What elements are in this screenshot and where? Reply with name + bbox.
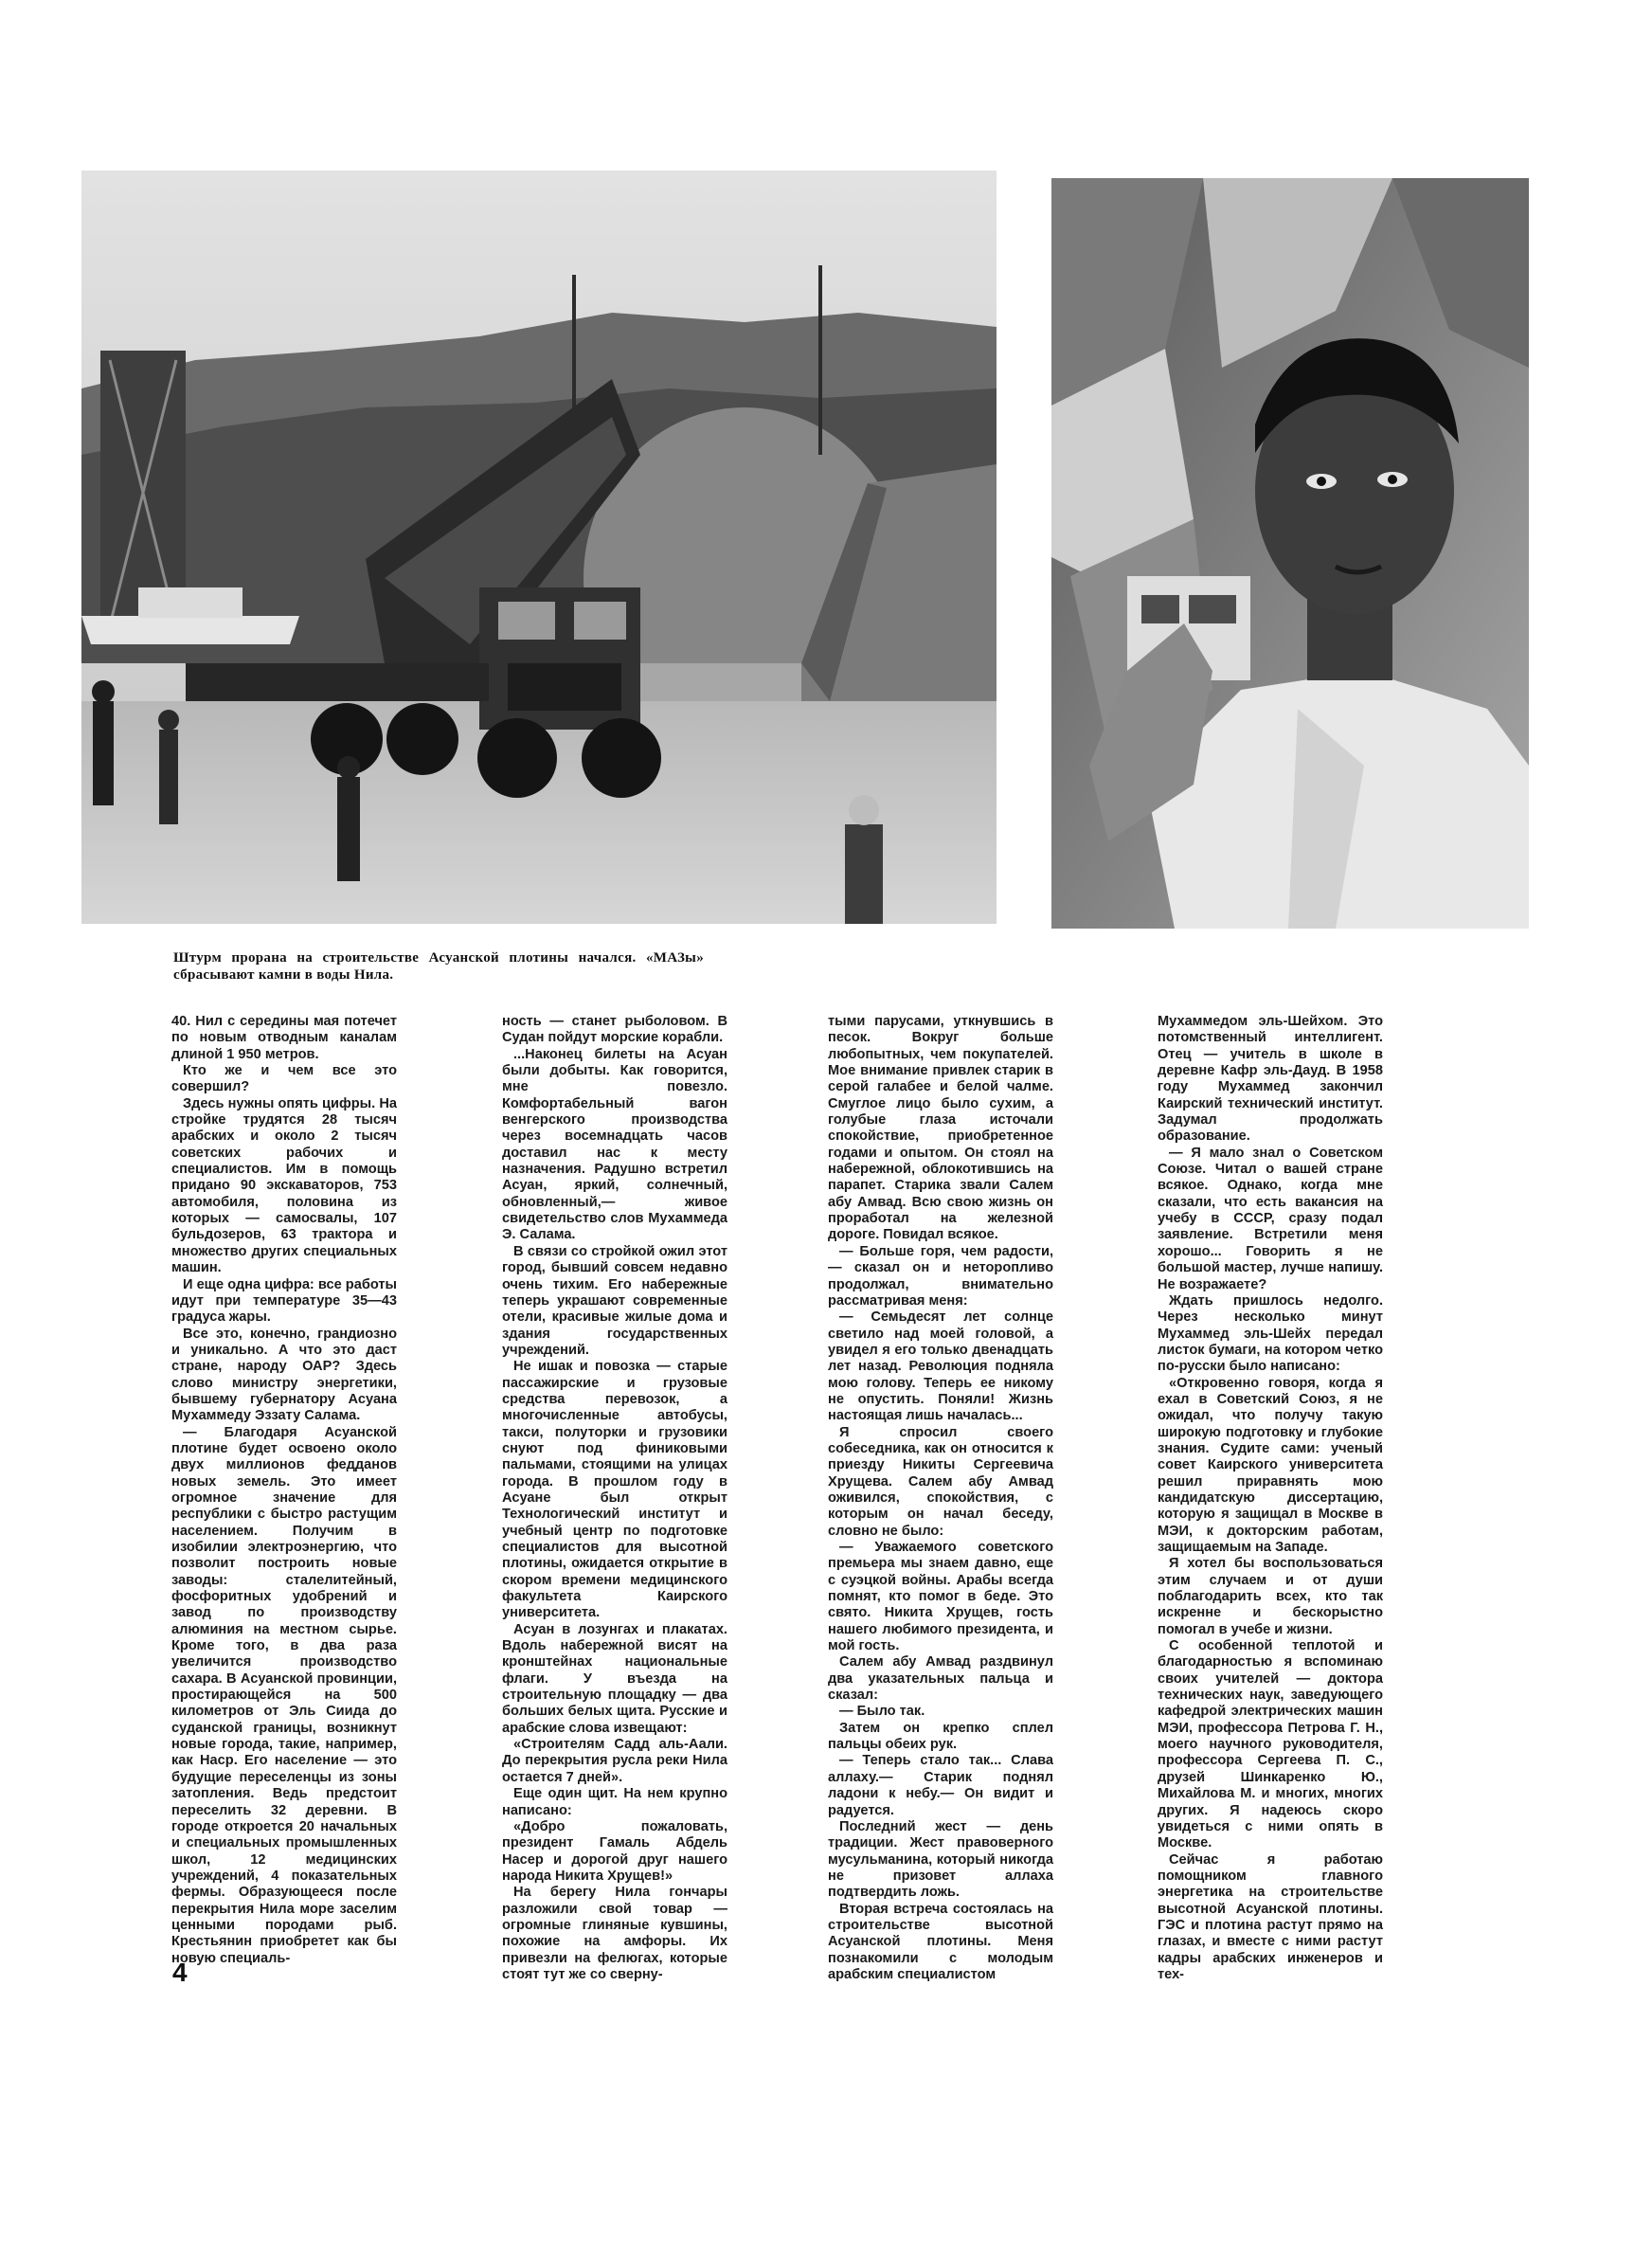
paragraph: Асуан в лозунгах и плакатах. Вдоль набережной висят на кронштейнах национальные флаги. У въезда на строительную площадку — два больших белых щита. Русские и арабские слова извещают:	[502, 1621, 727, 1736]
photo-dam-construction-illustration	[81, 171, 997, 924]
paragraph: Салем абу Амвад раздвинул два указательных пальца и сказал:	[828, 1654, 1053, 1704]
page-number: 4	[172, 1958, 188, 1987]
paragraph: «Строителям Садд аль-Аали. До перекрытия русла реки Нила остается 7 дней».	[502, 1737, 727, 1785]
paragraph: В связи со стройкой ожил этот город, бывший совсем недавно очень тихим. Его набережные теперь украшают современные отели, красивые жилые дома и здания государственных учреждений.	[502, 1243, 727, 1358]
paragraph: Вторая встреча состоялась на строительстве высотной Асуанской плотины. Меня познакомили с молодым арабским специалистом	[828, 1901, 1053, 1982]
paragraph: — Благодаря Асуанской плотине будет освоено около двух миллионов федданов новых земель. Это имеет огромное значение для республики с быстро растущим населением. Получим в изобилии электроэнергию, что позволит построить новые заводы: сталелитейный, фосфоритных удобрений и завод по производству алюминия на местном сырье. Кроме того, в два раза увеличится производство сахара. В Асуанской провинции, простирающейся на 500 километров от Эль Сиида до суданской границы, возникнут новые города, такие, например, как Наср. Его население — это будущие переселенцы из зоны затопления. Ведь предстоит переселить 32 деревни. В городе откроется 20 начальных и специальных промышленных школ, 12 медицинских учреждений, 4 показательных фермы. Образующееся после перекрытия Нила море заселим ценными породами рыб. Крестьянин приобретет как бы новую специаль-	[171, 1424, 397, 1966]
photo-caption: Штурм прорана на строительстве Асуанской плотины начался. «МАЗы» сбрасывают камни в воды Нила.	[173, 950, 704, 983]
text-column-1	[171, 1014, 397, 1967]
photo-dam-construction	[81, 171, 997, 924]
paragraph: С особенной теплотой и благодарностью я вспоминаю своих учителей — доктора технических наук, заведующего кафедрой электрических машин МЭИ, профессора Петрова Г. Н., моего научного руководителя, профессора Сергеева П. С., друзей Шинкаренко Ю., Михайлова М. и многих, многих других. Я надеюсь скоро увидеться с ними опять в Москве.	[1158, 1638, 1383, 1851]
paragraph: И еще одна цифра: все работы идут при температуре 35—43 градуса жары.	[171, 1276, 397, 1326]
paragraph: тыми парусами, уткнувшись в песок. Вокруг больше любопытных, чем покупателей. Мое внимание привлек старик в серой галабее и белой чалме. Смуглое лицо было сухим, а голубые глаза источали спокойствие, приобретенное годами и опытом. Он стоял на набережной, облокотившись на парапет. Старика звали Салем абу Амвад. Всю свою жизнь он проработал на железной дороге. Повидал всякое.	[828, 1014, 1053, 1243]
paragraph: «Откровенно говоря, когда я ехал в Советский Союз, я не ожидал, что получу такую широкую подготовку и глубокие знания. Судите сами: ученый совет Каирского университета решил приравнять мою кандидатскую диссертацию, которую я защищал в Москве в МЭИ, к докторским работам, защищаемым на Западе.	[1158, 1375, 1383, 1555]
paragraph: Еще один щит. На нем крупно написано:	[502, 1786, 727, 1818]
paragraph: ...Наконец билеты на Асуан были добыты. Как говорится, мне повезло. Комфортабельный вагон венгерского производства через восемнадцать часов доставил нас к месту назначения. Радушно встретил Асуан, яркий, солнечный, обновленный,— живое свидетельство слов Мухаммеда Э. Салама.	[502, 1046, 727, 1243]
text-column-3	[828, 1014, 1053, 1983]
paragraph: Кто же и чем все это совершил?	[171, 1063, 397, 1095]
paragraph: — Теперь стало так... Слава аллаху.— Старик поднял ладони к небу.— Он видит и радуется.	[828, 1753, 1053, 1818]
paragraph: Я хотел бы воспользоваться этим случаем и от души поблагодарить всех, кто так искренне и бескорыстно помогал в учебе и жизни.	[1158, 1556, 1383, 1637]
paragraph: 40. Нил с середины мая потечет по новым отводным каналам длиной 1 950 метров.	[171, 1014, 397, 1062]
photo-young-specialist-illustration	[1051, 178, 1529, 929]
paragraph: Не ишак и повозка — старые пассажирские и грузовые средства перевозок, а многочисленные автобусы, такси, полуторки и грузовики снуют под финиковыми пальмами, стоящими на улицах города. В прошлом году в Асуане был открыт Технологический институт и учебный центр по подготовке специалистов для высотной плотины, ожидается открытие в скором времени медицинского факультета Каирского университета.	[502, 1359, 727, 1621]
paragraph: Затем он крепко сплел пальцы обеих рук.	[828, 1720, 1053, 1753]
paragraph: Я спросил своего собеседника, как он относится к приезду Никиты Сергеевича Хрущева. Салем абу Амвад оживился, спокойствия, с которым он начал беседу, словно не было:	[828, 1424, 1053, 1539]
text-column-2	[502, 1014, 727, 1983]
paragraph: Здесь нужны опять цифры. На стройке трудятся 28 тысяч арабских и около 2 тысяч советских рабочих и специалистов. Им в помощь придано 90 экскаваторов, 753 автомобиля, половина из которых — самосвалы, 107 бульдозеров, 63 трактора и множество других специальных машин.	[171, 1095, 397, 1276]
paragraph: Последний жест — день традиции. Жест правоверного мусульманина, который никогда не призовет аллаха подтвердить ложь.	[828, 1818, 1053, 1901]
paragraph: «Добро пожаловать, президент Гамаль Абдель Насер и дорогой друг нашего народа Никита Хрущев!»	[502, 1818, 727, 1884]
paragraph: Сейчас я работаю помощником главного энергетика на строительстве высотной Асуанской плотины. ГЭС и плотина растут прямо на глазах, и вместе с ними растут кадры арабских инженеров и тех-	[1158, 1851, 1383, 1982]
paragraph: — Я мало знал о Советском Союзе. Читал о вашей стране всякое. Однако, когда мне сказали, что есть вакансия на учебу в СССР, сразу подал заявление. Встретили меня хорошо... Говорить я не большой мастер, лучше напишу. Не возражаете?	[1158, 1145, 1383, 1292]
paragraph: На берегу Нила гончары разложили свой товар — огромные глиняные кувшины, похожие на амфоры. Их привезли на фелюгах, которые стоят тут же со сверну-	[502, 1885, 727, 1982]
paragraph: Мухаммедом эль-Шейхом. Это потомственный интеллигент. Отец — учитель в школе в деревне Кафр эль-Дауд. В 1958 году Мухаммед закончил Каирский технический институт. Задумал продолжать образование.	[1158, 1014, 1383, 1145]
photo-young-specialist	[1051, 178, 1529, 929]
paragraph: ность — станет рыболовом. В Судан пойдут морские корабли.	[502, 1014, 727, 1046]
paragraph: — Больше горя, чем радости,— сказал он и неторопливо продолжал, внимательно рассматривая меня:	[828, 1243, 1053, 1309]
paragraph: — Семьдесят лет солнце светило над моей головой, а увидел я его только двенадцать лет назад. Революция подняла мою голову. Теперь ее никому не опустить. Поняли! Жизнь настоящая лишь началась...	[828, 1309, 1053, 1424]
paragraph: Все это, конечно, грандиозно и уникально. А что это даст стране, народу ОАР? Здесь слово министру энергетики, бывшему губернатору Асуана Мухаммеду Эззату Салама.	[171, 1326, 397, 1424]
paragraph: — Было так.	[839, 1704, 925, 1720]
paragraph: — Уважаемого советского премьера мы знаем давно, еще с суэцкой войны. Арабы всегда помнят, кто помог в беде. Это свято. Никита Хрущев, гость нашего любимого президента, и мой гость.	[828, 1540, 1053, 1654]
paragraph: Ждать пришлось недолго. Через несколько минут Мухаммед эль-Шейх передал листок бумаги, на котором четко по-русски было написано:	[1158, 1292, 1383, 1375]
text-column-4	[1158, 1014, 1383, 1983]
